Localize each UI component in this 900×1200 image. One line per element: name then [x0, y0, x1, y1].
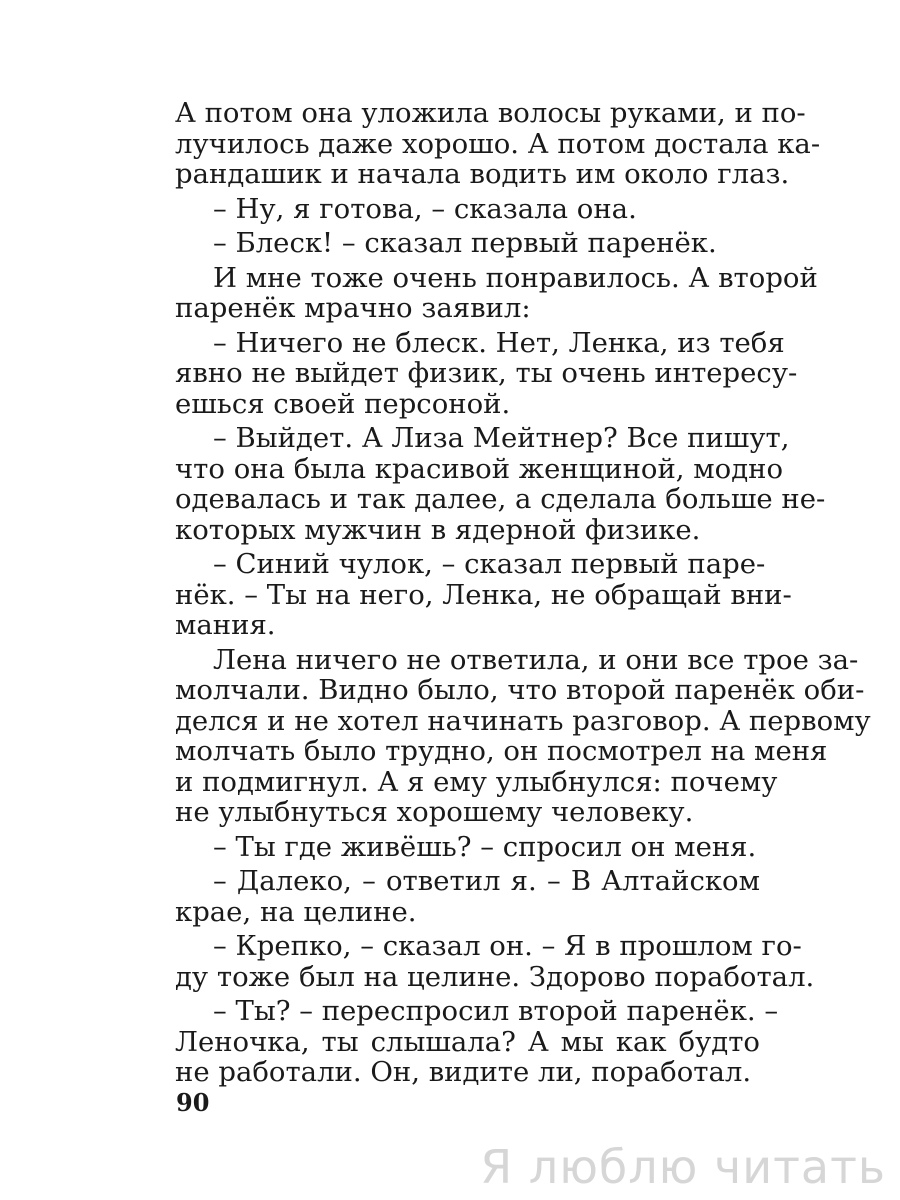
- text-line: – Далеко, – ответил я. – В Алтайском: [213, 865, 760, 897]
- text-line: ду тоже был на целине. Здорово поработал.: [175, 960, 815, 993]
- text-line: рандашик и начала водить им около глаз.: [175, 158, 790, 190]
- text-line: и подмигнул. А я ему улыбнулся: почему: [175, 765, 778, 798]
- text-line: молчали. Видно было, что второй паренёк оби-: [175, 674, 865, 706]
- text-line: – Ничего не блеск. Нет, Ленка, из тебя: [213, 326, 785, 359]
- paragraph: [175, 326, 798, 420]
- text-line: Леночка, ты слышала? А мы как будто: [175, 1025, 760, 1058]
- text-line: А потом она уложила волосы руками, и по-: [175, 97, 806, 129]
- text-line: – Блеск! – сказал первый паренёк.: [213, 227, 717, 259]
- paragraph: [175, 832, 760, 863]
- text-line: не работали. Он, видите ли, поработал.: [175, 1056, 752, 1088]
- text-line: Лена ничего не ответила, и они все трое за-: [213, 643, 859, 676]
- text-line: явно не выйдет физик, ты очень интересу-: [175, 357, 798, 389]
- paragraph: [175, 228, 760, 259]
- text-line: не улыбнуться хорошему человеку.: [175, 796, 694, 828]
- page-number: 90: [176, 1088, 210, 1117]
- text-line: молчать было трудно, он посмотрел на меня: [175, 735, 828, 767]
- text-line: что она была красивой женщиной, модно: [175, 452, 784, 485]
- paragraph: [175, 930, 815, 993]
- paragraph: [175, 643, 871, 828]
- text-line: нёк. – Ты на него, Ленка, не обращай вни-: [175, 578, 792, 611]
- watermark: Я люблю читать: [480, 1140, 886, 1194]
- text-line: паренёк мрачно заявил:: [175, 292, 531, 324]
- text-line: крае, на целине.: [175, 895, 417, 928]
- paragraph: [175, 261, 818, 324]
- text-line: одевалась и так далее, а сделала больше не-: [175, 483, 826, 515]
- text-line: делся и не хотел начинать разговор. А первому: [175, 704, 871, 737]
- paragraph: [175, 422, 826, 546]
- text-line: И мне тоже очень понравилось. А второй: [213, 261, 818, 294]
- paragraph: [175, 97, 821, 190]
- text-line: – Выйдет. А Лиза Мейтнер? Все пишут,: [213, 422, 790, 454]
- text-line: – Синий чулок, – сказал первый паре-: [213, 548, 766, 580]
- text-line: – Ты где живёшь? – спросил он меня.: [213, 830, 757, 863]
- text-line: ешься своей персоной.: [175, 387, 511, 420]
- text-line: лучилось даже хорошо. А потом достала ка-: [175, 127, 821, 160]
- book-page-text: [175, 97, 871, 1092]
- text-line: мания.: [175, 609, 276, 641]
- paragraph: [175, 548, 792, 641]
- text-line: – Ну, я готова, – сказала она.: [213, 192, 637, 225]
- text-line: которых мужчин в ядерной физике.: [175, 513, 701, 546]
- paragraph: [175, 194, 760, 225]
- text-line: – Ты? – переспросил второй паренёк. –: [213, 995, 779, 1027]
- paragraph: [175, 866, 760, 927]
- text-line: – Крепко, – сказал он. – Я в прошлом го-: [213, 930, 802, 962]
- paragraph: [175, 995, 779, 1088]
